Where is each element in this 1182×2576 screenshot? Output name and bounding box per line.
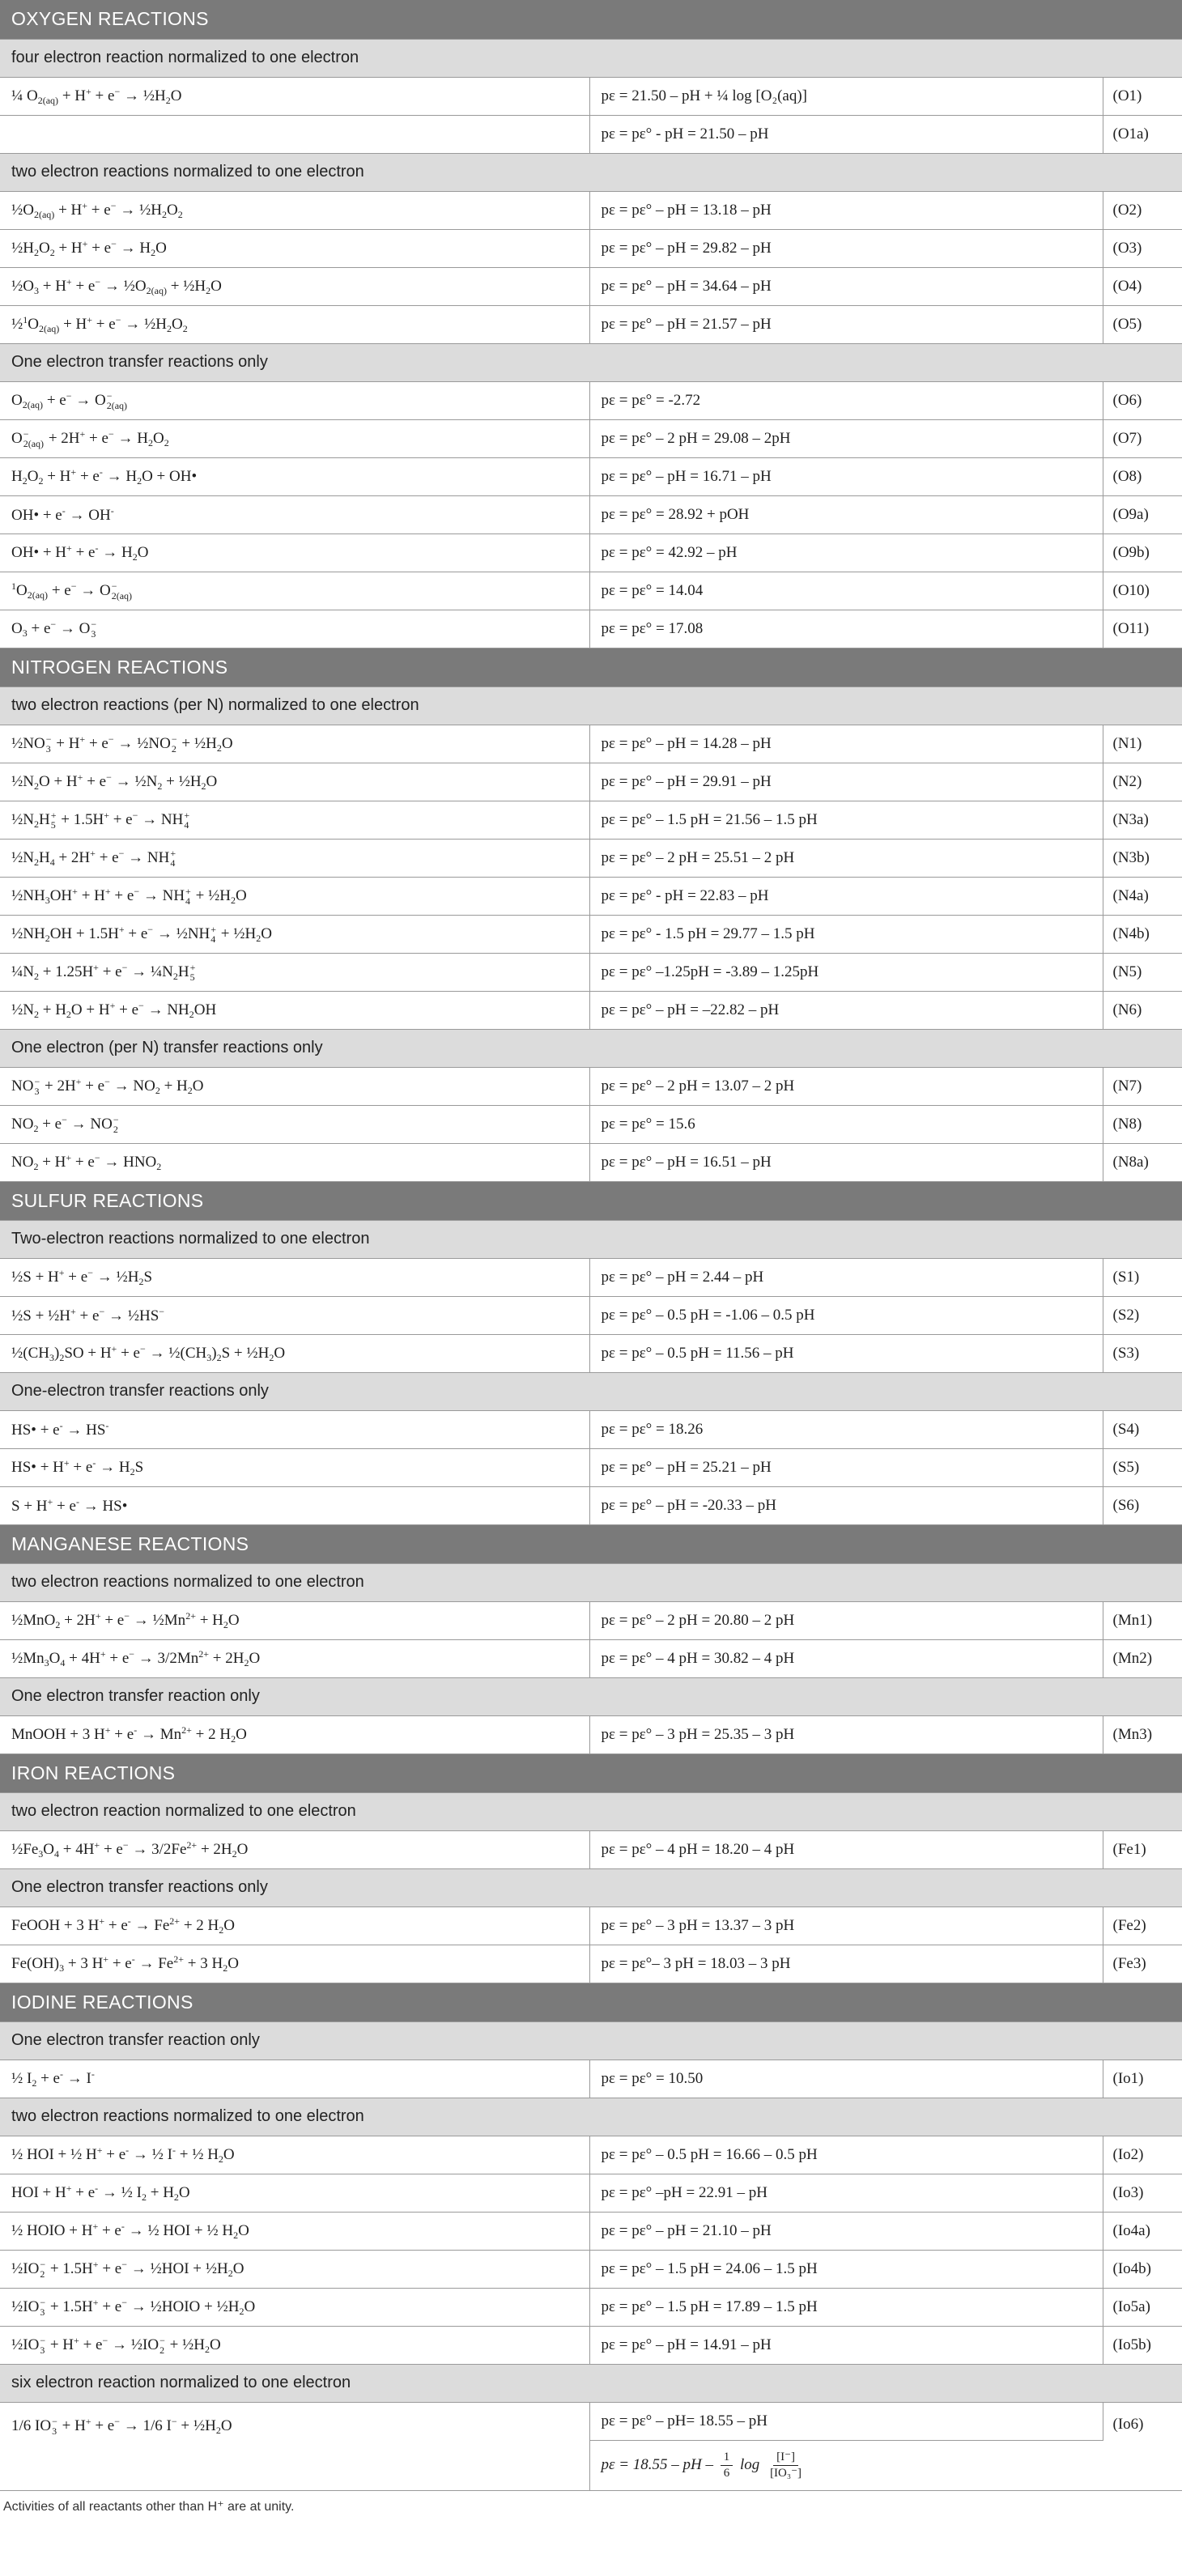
equation-cell: pε = pε° – pH = 16.51 – pH bbox=[589, 1143, 1103, 1181]
reaction-cell: $\frac{1}{2}NH_2OH + 1.5H^+ + e^-$ → ½NH + 4 + $\frac{1}{2}H_2O$ bbox=[0, 915, 589, 953]
equation-cell: pε = pε° = 42.92 – pH bbox=[589, 533, 1103, 572]
subheader-text: two electron reactions normalized to one electron bbox=[0, 1563, 1182, 1601]
equation-cell: pε = pε° – 3 pH = 25.35 – 3 pH bbox=[589, 1715, 1103, 1753]
equation-cell: pε = pε° –1.25pH = -3.89 – 1.25pH bbox=[589, 953, 1103, 991]
reaction-cell: O − 2(aq) + $2H^+ + e^- \to H_2O_2$ bbox=[0, 419, 589, 457]
equation-id: (S6) bbox=[1103, 1486, 1182, 1524]
reaction-row-N7 bbox=[0, 1067, 1182, 1105]
equation-id: (Io3) bbox=[1103, 2174, 1182, 2212]
table-footnote: Activities of all reactants other than H⁺ are at unity. bbox=[3, 2499, 295, 2514]
reaction-cell: $Fe(OH)_3 + 3$ $H^+ + e^- \to Fe^{2+} + 3$ $H_2O$ bbox=[0, 1945, 589, 1983]
reaction-row-O5 bbox=[0, 305, 1182, 343]
subheader-row bbox=[0, 687, 1182, 725]
reaction-cell: $\frac{1}{2}Fe_3O_4 + 4H^+ + e^- \to 3/2Fe^{2+} + 2H_2O$ bbox=[0, 1830, 589, 1868]
reaction-row-Mn1 bbox=[0, 1601, 1182, 1639]
reaction-row-Mn3 bbox=[0, 1715, 1182, 1753]
reaction-row-N3a bbox=[0, 801, 1182, 839]
equation-id: (Mn3) bbox=[1103, 1715, 1182, 1753]
reaction-row-S5 bbox=[0, 1448, 1182, 1486]
equation-id: (Fe1) bbox=[1103, 1830, 1182, 1868]
reaction-row-N6 bbox=[0, 991, 1182, 1029]
reaction-row-O8 bbox=[0, 457, 1182, 495]
subheader-text: two electron reaction normalized to one electron bbox=[0, 1792, 1182, 1830]
section-title: NITROGEN REACTIONS bbox=[0, 648, 1182, 687]
equation-cell: pε = pε° – 0.5 pH = -1.06 – 0.5 pH bbox=[589, 1296, 1103, 1334]
equation-id: (Io6) bbox=[1103, 2402, 1182, 2490]
subheader-row bbox=[0, 1563, 1182, 1601]
reaction-row-Mn2 bbox=[0, 1639, 1182, 1677]
equation-id: (Io5b) bbox=[1103, 2326, 1182, 2364]
reaction-cell: $\frac{1}{2}NH_3OH^+ + H^+ + e^-$ → NH + 4 + $\frac{1}{2}H_2O$ bbox=[0, 877, 589, 915]
equation-cell-fraction bbox=[589, 2440, 1103, 2490]
reaction-cell: ½IO − 3 + H+ + e− → ½IO − 2 + $\frac{1}{2}H_2O$ bbox=[0, 2326, 589, 2364]
reaction-cell: $\frac{1}{2}^1O_{2(aq)} + H^+ + e^-$ → $\frac{1}{2}H_2O_2$ bbox=[0, 305, 589, 343]
equation-cell: pε = pε° – 0.5 pH = 16.66 – 0.5 pH bbox=[589, 2136, 1103, 2174]
equation-cell: pε = pε° – pH = 14.91 – pH bbox=[589, 2326, 1103, 2364]
fraction-numerator: 1 bbox=[721, 2451, 733, 2466]
reaction-row-Fe3 bbox=[0, 1945, 1182, 1983]
equation-cell: pε = pε° = -2.72 bbox=[589, 381, 1103, 419]
equation-id: (N3b) bbox=[1103, 839, 1182, 877]
reaction-row-O3 bbox=[0, 229, 1182, 267]
reaction-row-Io3 bbox=[0, 2174, 1182, 2212]
reaction-row-Io2 bbox=[0, 2136, 1182, 2174]
reaction-row-Io4a bbox=[0, 2212, 1182, 2250]
equation-id: (N8) bbox=[1103, 1105, 1182, 1143]
iodide-iodate-ratio bbox=[767, 2451, 805, 2480]
reaction-cell: HS• + e- → HS- bbox=[0, 1410, 589, 1448]
section-title: SULFUR REACTIONS bbox=[0, 1181, 1182, 1220]
equation-cell: pε = pε° – pH = –22.82 – pH bbox=[589, 991, 1103, 1029]
reaction-cell: HOI + H+ + e- → ½ $I_2 + H_2O$ bbox=[0, 2174, 589, 2212]
subheader-text: two electron reactions normalized to one electron bbox=[0, 153, 1182, 191]
equation-id: (O1) bbox=[1103, 77, 1182, 115]
equation-id: (S2) bbox=[1103, 1296, 1182, 1334]
section-title: IODINE REACTIONS bbox=[0, 1983, 1182, 2021]
equation-id: (Io2) bbox=[1103, 2136, 1182, 2174]
equation-cell: pε = pε° – 4 pH = 18.20 – 4 pH bbox=[589, 1830, 1103, 1868]
log-label: log bbox=[740, 2455, 760, 2473]
reaction-cell: ½ HOIO + H+ + e- → ½ HOI + ½ $H_2O$ bbox=[0, 2212, 589, 2250]
reaction-cell: ¼ $O_{2(aq)} + H^+ + e^-$ → $\frac{1}{2}H_2O$ bbox=[0, 77, 589, 115]
subheader-row bbox=[0, 1372, 1182, 1410]
equation-cell: pε = pε° = 14.04 bbox=[589, 572, 1103, 610]
equation-id: (Mn1) bbox=[1103, 1601, 1182, 1639]
section-header-iron bbox=[0, 1753, 1182, 1792]
equation-id: (N3a) bbox=[1103, 801, 1182, 839]
equation-cell: pε = pε° – pH = 29.91 – pH bbox=[589, 763, 1103, 801]
reaction-row-Io1 bbox=[0, 2060, 1182, 2098]
reaction-row-O2 bbox=[0, 191, 1182, 229]
equation-cell: pε = pε° – pH = 13.18 – pH bbox=[589, 191, 1103, 229]
equation-cell: pε = pε° - pH = 22.83 – pH bbox=[589, 877, 1103, 915]
reaction-cell: $\frac{1}{2}O_3 + H^+ + e^-$ → $\frac{1}{2}O_{2(aq)}$ + $\frac{1}{2}H_2O$ bbox=[0, 267, 589, 305]
equation-cell: pε = pε° – 1.5 pH = 17.89 – 1.5 pH bbox=[589, 2288, 1103, 2326]
ratio-numerator: [I⁻] bbox=[773, 2451, 798, 2466]
section-header-oxygen bbox=[0, 0, 1182, 39]
section-header-sulfur bbox=[0, 1181, 1182, 1220]
equation-id: (O4) bbox=[1103, 267, 1182, 305]
subheader-text: two electron reactions normalized to one electron bbox=[0, 2098, 1182, 2136]
reaction-cell: ½S + $H^+ + e^- \to \frac{1}{2}H_2S$ bbox=[0, 1258, 589, 1296]
equation-id: (S5) bbox=[1103, 1448, 1182, 1486]
reaction-row-O9b bbox=[0, 533, 1182, 572]
subheader-row bbox=[0, 153, 1182, 191]
equation-id: (N1) bbox=[1103, 725, 1182, 763]
reaction-row-O4 bbox=[0, 267, 1182, 305]
equation-cell: pε = pε° = 15.6 bbox=[589, 1105, 1103, 1143]
reaction-cell: $NO_2 + e^-$ → NO − 2 bbox=[0, 1105, 589, 1143]
reaction-row-O9a bbox=[0, 495, 1182, 533]
subheader-text: One-electron transfer reactions only bbox=[0, 1372, 1182, 1410]
reaction-cell: $\frac{1}{4}N_2 + 1.25H^+ + e^-$ → $\frac{1}{4}N_2H$ + 5 bbox=[0, 953, 589, 991]
equation-cell: pε = 21.50 – pH + ¼ log [O₂(aq)] bbox=[589, 77, 1103, 115]
reaction-cell: OH• + e- → OH- bbox=[0, 495, 589, 533]
subheader-row bbox=[0, 1220, 1182, 1258]
equation-cell: pε = pε° – pH = 14.28 – pH bbox=[589, 725, 1103, 763]
reaction-cell: $\frac{1}{2}O_{2(aq)} + H^+ + e^-$ → $\frac{1}{2}H_2O_2$ bbox=[0, 191, 589, 229]
reaction-cell: FeOOH + 3 $H^+ + e^- \to Fe^{2+} + 2$ $H_2O$ bbox=[0, 1906, 589, 1945]
equation-id: (Io4b) bbox=[1103, 2250, 1182, 2288]
subheader-text: One electron transfer reaction only bbox=[0, 2021, 1182, 2060]
reaction-cell: $H_2O_2 + H^+ + e^- \to H_2O$ + OH• bbox=[0, 457, 589, 495]
equation-cell: pε = pε° – 4 pH = 30.82 – 4 pH bbox=[589, 1639, 1103, 1677]
reaction-cell bbox=[0, 115, 589, 153]
equation-id: (N5) bbox=[1103, 953, 1182, 991]
subheader-row bbox=[0, 343, 1182, 381]
equation-id: (Io5a) bbox=[1103, 2288, 1182, 2326]
section-header-iodine bbox=[0, 1983, 1182, 2021]
reaction-cell: ½IO − 3 + 1.5H+ + e− → ½HOIO + $\frac{1}{2}H_2O$ bbox=[0, 2288, 589, 2326]
subheader-row bbox=[0, 2364, 1182, 2402]
equation-id: (S3) bbox=[1103, 1334, 1182, 1372]
reaction-cell: $^1O_{2(aq)} + e^- \to O$ − 2(aq) bbox=[0, 572, 589, 610]
subheader-row bbox=[0, 1792, 1182, 1830]
equation-id: (S1) bbox=[1103, 1258, 1182, 1296]
equation-id: (O10) bbox=[1103, 572, 1182, 610]
reaction-row-N8a bbox=[0, 1143, 1182, 1181]
equation-id: (N4b) bbox=[1103, 915, 1182, 953]
reaction-row-N4b bbox=[0, 915, 1182, 953]
subheader-row bbox=[0, 1677, 1182, 1715]
subheader-text: One electron (per N) transfer reactions only bbox=[0, 1029, 1182, 1067]
reaction-cell: $\frac{1}{2}N_2H_4 + 2H^+ + e^-$ → NH + 4 bbox=[0, 839, 589, 877]
section-title: OXYGEN REACTIONS bbox=[0, 0, 1182, 39]
equation-cell: pε = pε° – 3 pH = 13.37 – 3 pH bbox=[589, 1906, 1103, 1945]
reaction-row-N3b bbox=[0, 839, 1182, 877]
reaction-cell: MnOOH + 3 $H^+ + e^- \to Mn^{2+} + 2$ $H_2O$ bbox=[0, 1715, 589, 1753]
equation-id: (Mn2) bbox=[1103, 1639, 1182, 1677]
ratio-denominator: [IO₃⁻] bbox=[770, 2466, 802, 2480]
equation-id: (N4a) bbox=[1103, 877, 1182, 915]
reaction-cell: $O_3 + e^- \to O$ − 3 bbox=[0, 610, 589, 648]
reaction-row-S4 bbox=[0, 1410, 1182, 1448]
subheader-text: One electron transfer reaction only bbox=[0, 1677, 1182, 1715]
equation-cell: pε = pε° – pH = 34.64 – pH bbox=[589, 267, 1103, 305]
equation-cell: pε = pε° - 1.5 pH = 29.77 – 1.5 pH bbox=[589, 915, 1103, 953]
section-header-nitrogen bbox=[0, 648, 1182, 687]
equation-cell: pε = pε° – 2 pH = 20.80 – 2 pH bbox=[589, 1601, 1103, 1639]
reaction-cell: ½ HOI + ½ H+ + e- → ½ I- + ½ $H_2O$ bbox=[0, 2136, 589, 2174]
equation-id: (N8a) bbox=[1103, 1143, 1182, 1181]
section-title: MANGANESE REACTIONS bbox=[0, 1524, 1182, 1563]
equation-cell: pε = pε° – pH = 16.71 – pH bbox=[589, 457, 1103, 495]
fraction-denominator: 6 bbox=[723, 2466, 730, 2480]
reaction-row-O6 bbox=[0, 381, 1182, 419]
equation-id: (O7) bbox=[1103, 419, 1182, 457]
equation-id: (O1a) bbox=[1103, 115, 1182, 153]
equation-cell: pε = pε° = 10.50 bbox=[589, 2060, 1103, 2098]
reaction-cell: ½NO − 3 + H+ + e− → ½NO − 2 + $\frac{1}{2}H_2O$ bbox=[0, 725, 589, 763]
equation-id: (O8) bbox=[1103, 457, 1182, 495]
equation-id: (O5) bbox=[1103, 305, 1182, 343]
subheader-row bbox=[0, 1868, 1182, 1906]
equation-id: (Fe2) bbox=[1103, 1906, 1182, 1945]
reaction-cell: $\frac{1}{2}Mn_3O_4 + 4H^+ + e^- \to 3/2Mn^{2+} + 2H_2O$ bbox=[0, 1639, 589, 1677]
section-header-manganese bbox=[0, 1524, 1182, 1563]
subheader-row bbox=[0, 2021, 1182, 2060]
reaction-row-N8 bbox=[0, 1105, 1182, 1143]
reaction-cell: $\frac{1}{2}N_2H$ + 5 + 1.5H+ + e− → NH + 4 bbox=[0, 801, 589, 839]
equation-cell: pε = pε° = 18.26 bbox=[589, 1410, 1103, 1448]
equation-cell: pε = pε° – 0.5 pH = 11.56 – pH bbox=[589, 1334, 1103, 1372]
equation-cell: pε = pε° = 28.92 + pOH bbox=[589, 495, 1103, 533]
equation-cell: pε = pε° – pH = 29.82 – pH bbox=[589, 229, 1103, 267]
reaction-row-S3 bbox=[0, 1334, 1182, 1372]
equation-cell: pε = pε° – pH = 25.21 – pH bbox=[589, 1448, 1103, 1486]
reaction-row-S2 bbox=[0, 1296, 1182, 1334]
reaction-cell: HS• + $H^+ + e^- \to H_2S$ bbox=[0, 1448, 589, 1486]
equation-cell: pε = pε° – pH = 21.57 – pH bbox=[589, 305, 1103, 343]
reaction-row-O7 bbox=[0, 419, 1182, 457]
io6-lhs: pε = 18.55 – pH – bbox=[601, 2455, 714, 2473]
reaction-row-Io5a bbox=[0, 2288, 1182, 2326]
equation-cell: pε = pε° – pH = 2.44 – pH bbox=[589, 1258, 1103, 1296]
subheader-row bbox=[0, 1029, 1182, 1067]
reaction-cell: ½ $I_2 + e^- \to I^-$ bbox=[0, 2060, 589, 2098]
reaction-row-O1a bbox=[0, 115, 1182, 153]
subheader-text: two electron reactions (per N) normalized to one electron bbox=[0, 687, 1182, 725]
reaction-cell: $\frac{1}{2}N_2O + H^+ + e^-$ → $\frac{1}{2}N_2$ + $\frac{1}{2}H_2O$ bbox=[0, 763, 589, 801]
reaction-row-Io5b bbox=[0, 2326, 1182, 2364]
subheader-text: One electron transfer reactions only bbox=[0, 1868, 1182, 1906]
reaction-cell: $\frac{1}{2}N_2 + H_2O + H^+ + e^- \to NH_2OH$ bbox=[0, 991, 589, 1029]
reaction-row-S6 bbox=[0, 1486, 1182, 1524]
reaction-row-O10 bbox=[0, 572, 1182, 610]
reaction-cell: $O_{2(aq)} + e^- \to O$ − 2(aq) bbox=[0, 381, 589, 419]
equation-cell: pε = pε° –pH = 22.91 – pH bbox=[589, 2174, 1103, 2212]
equation-cell: pε = pε° – pH= 18.55 – pH bbox=[589, 2402, 1103, 2440]
reaction-cell: OH• + $H^+ + e^- \to H_2O$ bbox=[0, 533, 589, 572]
section-title: IRON REACTIONS bbox=[0, 1753, 1182, 1792]
equation-cell: pε = pε° – 2 pH = 13.07 – 2 pH bbox=[589, 1067, 1103, 1105]
equation-id: (O3) bbox=[1103, 229, 1182, 267]
equation-id: (N7) bbox=[1103, 1067, 1182, 1105]
equation-id: (N2) bbox=[1103, 763, 1182, 801]
equation-id: (O11) bbox=[1103, 610, 1182, 648]
reaction-cell: S + H+ + e- → HS• bbox=[0, 1486, 589, 1524]
subheader-row bbox=[0, 39, 1182, 77]
subheader-row bbox=[0, 2098, 1182, 2136]
reaction-row-Io6 bbox=[0, 2402, 1182, 2440]
equation-cell: pε = pε° – 1.5 pH = 21.56 – 1.5 pH bbox=[589, 801, 1103, 839]
reaction-row-O1 bbox=[0, 77, 1182, 115]
reaction-row-N5 bbox=[0, 953, 1182, 991]
reaction-row-Fe2 bbox=[0, 1906, 1182, 1945]
equation-cell: pε = pε° - pH = 21.50 – pH bbox=[589, 115, 1103, 153]
equation-id: (O2) bbox=[1103, 191, 1182, 229]
reaction-row-N4a bbox=[0, 877, 1182, 915]
equation-id: (S4) bbox=[1103, 1410, 1182, 1448]
equation-id: (Fe3) bbox=[1103, 1945, 1182, 1983]
reaction-cell: 1/6 IO − 3 + H+ + e− → 1/6 $I^- + \frac{1}{2}H_2O$ bbox=[0, 2402, 589, 2490]
equation-id: (N6) bbox=[1103, 991, 1182, 1029]
subheader-text: Two-electron reactions normalized to one electron bbox=[0, 1220, 1182, 1258]
subheader-text: four electron reaction normalized to one electron bbox=[0, 39, 1182, 77]
reaction-row-Io4b bbox=[0, 2250, 1182, 2288]
equation-cell: pε = pε° – pH = -20.33 – pH bbox=[589, 1486, 1103, 1524]
subheader-text: One electron transfer reactions only bbox=[0, 343, 1182, 381]
reaction-cell: $\frac{1}{2}H_2O_2 + H^+ + e^- \to H_2O$ bbox=[0, 229, 589, 267]
subheader-text: six electron reaction normalized to one electron bbox=[0, 2364, 1182, 2402]
equation-id: (Io4a) bbox=[1103, 2212, 1182, 2250]
reaction-cell: NO − 3 + $2H^+ + e^- \to NO_2 + H_2O$ bbox=[0, 1067, 589, 1105]
one-sixth-fraction bbox=[721, 2451, 733, 2480]
reaction-cell: $NO_2 + H^+ + e^- \to HNO_2$ bbox=[0, 1143, 589, 1181]
reaction-cell: $\frac{1}{2}(CH_3)_2SO + H^+ + e^-$ → $\frac{1}{2}(CH_3)_2S$ + $\frac{1}{2}H_2O$ bbox=[0, 1334, 589, 1372]
equation-id: (O6) bbox=[1103, 381, 1182, 419]
reaction-cell: ½IO − 2 + 1.5H+ + e− → ½HOI + $\frac{1}{2}H_2O$ bbox=[0, 2250, 589, 2288]
equation-cell: pε = pε° – 1.5 pH = 24.06 – 1.5 pH bbox=[589, 2250, 1103, 2288]
equation-cell: pε = pε° = 17.08 bbox=[589, 610, 1103, 648]
reaction-row-N2 bbox=[0, 763, 1182, 801]
reaction-row-N1 bbox=[0, 725, 1182, 763]
equation-id: (O9a) bbox=[1103, 495, 1182, 533]
reaction-row-Fe1 bbox=[0, 1830, 1182, 1868]
equation-id: (O9b) bbox=[1103, 533, 1182, 572]
reaction-cell: ½S + ½H+ + e− → ½HS− bbox=[0, 1296, 589, 1334]
equation-cell: pε = pε° – 2 pH = 25.51 – 2 pH bbox=[589, 839, 1103, 877]
reaction-row-O11 bbox=[0, 610, 1182, 648]
equation-cell: pε = pε°– 3 pH = 18.03 – 3 pH bbox=[589, 1945, 1103, 1983]
equation-id: (Io1) bbox=[1103, 2060, 1182, 2098]
equation-cell: pε = pε° – pH = 21.10 – pH bbox=[589, 2212, 1103, 2250]
equation-cell: pε = pε° – 2 pH = 29.08 – 2pH bbox=[589, 419, 1103, 457]
reaction-row-S1 bbox=[0, 1258, 1182, 1296]
reaction-cell: ½MnO$_2$ + $2H^+ + e^- \to \frac{1}{2}Mn^{2+} + H_2O$ bbox=[0, 1601, 589, 1639]
